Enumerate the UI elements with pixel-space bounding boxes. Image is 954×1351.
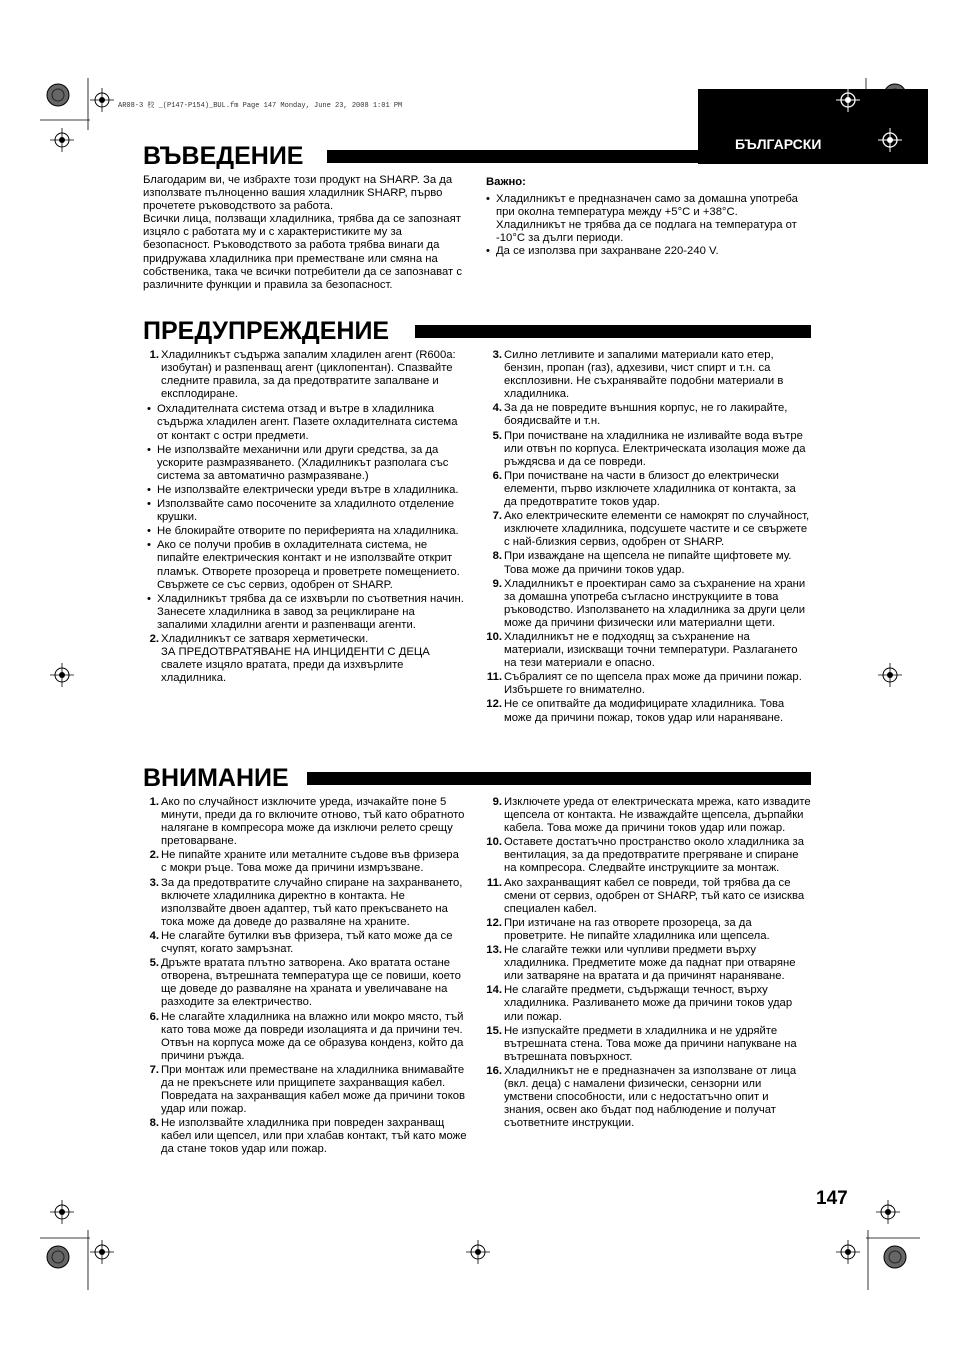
item-number: 4. (492, 402, 502, 415)
item-text: Не слагайте тежки или чупливи предмети върху хладилника. Предметите може да паднат при отваряне или затваряне на вратата и да причинят нараняване. (504, 944, 796, 983)
item-text: Хладилникът се затваря херметически. (161, 632, 369, 645)
caution-item (486, 796, 811, 835)
title-bar (415, 325, 811, 338)
caution-item (486, 1065, 811, 1130)
warning-item (486, 349, 811, 401)
item-number: 8. (492, 550, 502, 563)
warning-bullet: • Охладителната система отзад и вътре в хладилника съдържа хладилен агент. Пазете охладителната система от контакт с остри предмети. (143, 403, 467, 442)
item-number: 5. (492, 429, 502, 442)
item-text: Не се опитвайте да модифицирате хладилника. Това може да причини пожар, токов удар или нараняване. (504, 698, 785, 724)
caution-item (143, 957, 467, 1009)
caution-item (486, 877, 811, 916)
important-item: • Да се използва при захранване 220-240 V. (486, 245, 808, 258)
item-number: 11. (486, 671, 502, 684)
item-text: Не изпускайте предмети в хладилника и не удряйте вътрешната стена. Това може да причини напукване на вътрешната повърхност. (504, 1024, 797, 1063)
warning-item (486, 402, 811, 428)
item-text: Хладилникът е проектиран само за съхранение на храни за домашна употреба съгласно инструкциите в това ръководство. Използването на хладилника за други цели може да причини физически или материални щети. (504, 577, 806, 629)
intro-title: ВЪВЕДЕНИЕ (143, 142, 304, 170)
warning-bullet: • Използвайте само посочените за хладилното отделение крушки. (143, 498, 467, 524)
item-text: При почистване на части в близост до електрически елементи, първо изключете хладилника от контакта, за да предотвратите токов удар. (504, 469, 796, 509)
item-text: Събралият се по щепсела прах може да причини пожар. Избършете го внимателно. (504, 671, 802, 697)
caution-left-column (143, 796, 467, 1158)
caution-item (143, 877, 467, 929)
warning-bullet: • Хладилникът трябва да се изхвърли по съответния начин. Занесете хладилника в завод за рециклиране на запалими хладилни агенти и разпенващи агенти. (143, 593, 467, 632)
item-number: 12. (486, 916, 502, 929)
language-label: БЪЛГАРСКИ (735, 136, 822, 152)
item-text: Не слагайте предмети, съдържащи течност, върху хладилника. Разливането може да причини токов удар или пожар. (504, 984, 793, 1023)
item-text: При почистване на хладилника не изливайте вода вътре или отвън по корпуса. Електрическата изолация може да ръждясва и да се повреди. (504, 429, 806, 468)
item-text: Силно летливите и запалими материали като етер, бензин, пропан (газ), адхезиви, чист спирт и т.н. са експлозивни. Не съхранявайте подобни материали в хладилника. (504, 349, 784, 401)
item-text: Хладилникът не е подходящ за съхранение на материали, изискващи точни температури. Разлагането на тези материали е опасно. (504, 630, 798, 670)
intro-text (143, 174, 465, 292)
item-number: 16. (486, 1064, 502, 1077)
caution-right-column (486, 796, 811, 1131)
item-number: 14. (486, 984, 502, 997)
item-number: 7. (149, 1063, 159, 1076)
warning-item (486, 470, 811, 509)
item-text: Ако по случайност изключите уреда, изчакайте поне 5 минути, преди да го включите отново, тъй като обратното налягане в компресора може да изключи релето срещу претоварване. (161, 796, 465, 848)
warning-item (143, 349, 467, 401)
crosshair-icon (836, 88, 860, 112)
page-number: 147 (816, 1188, 848, 1209)
warning-item (486, 631, 811, 670)
item-text: Дръжте вратата плътно затворена. Ако вратата остане отворена, вътрешната температура ще се повиши, което ще доведе до разваляне на храната и увеличаване на разходите за електричество. (161, 957, 461, 1009)
item-number: 9. (492, 577, 502, 590)
important-label: Важно: (486, 176, 526, 188)
crosshair-icon (878, 128, 902, 152)
warning-item (486, 510, 811, 549)
title-bar (327, 150, 698, 163)
item-text: За да не повредите външния корпус, не го лакирайте, боядисвайте и т.н. (504, 402, 788, 428)
item-text: При монтаж или преместване на хладилника внимавайте да не прекъснете или прищипете захранващия кабел. Повредата на захранващия кабел може да причини токов удар или пожар. (161, 1063, 466, 1116)
item-extra-text: ЗА ПРЕДОТВРАТЯВАНЕ НА ИНЦИДЕНТИ С ДЕЦА свалете изцяло вратата, преди да изхвърлите хладилника. (161, 646, 430, 685)
warning-left-column (143, 349, 467, 686)
item-number: 5. (149, 957, 159, 970)
item-number: 12. (486, 698, 502, 711)
item-text: При изваждане на щепсела не пипайте щифтовете му. Това може да причини токов удар. (504, 550, 792, 576)
item-text: Изключете уреда от електрическата мрежа, като извадите щепсела от контакта. Не изваждайте щепсела, дърпайки кабела. Това може да причини токов удар или пожар. (504, 796, 811, 835)
important-item: • Хладилникът е предназначен само за домашна употреба при околна температура между +5°C и +38°C. Хладилникът не трябва да се подлага на температура от -10°C за дълги периоди. (486, 193, 808, 245)
caution-item (486, 1025, 811, 1064)
item-number: 6. (149, 1010, 159, 1023)
item-number: 4. (149, 929, 159, 942)
item-number: 7. (492, 510, 502, 523)
item-text: Не слагайте бутилки във фризера, тъй като може да се счупят, когато замръзнат. (161, 929, 453, 956)
item-number: 3. (492, 349, 502, 361)
caution-item (143, 1011, 467, 1063)
caution-item (143, 930, 467, 956)
intro-paragraph: Благодарим ви, че избрахте този продукт на SHARP. За да използвате пълноценно вашия хладилник SHARP, първо прочетете ръководството за работа. (143, 174, 453, 213)
warning-item (486, 430, 811, 469)
intro-paragraph: Всички лица, ползващи хладилника, трябва да се запознаят изцяло с работата му и с характеристиките му за безопасност. Ръководството за работа трябва винаги да придружава хладилника при преместване или смяна на собственика, така че всички потребители да се запознават с различните функции и правила за безопасност. (143, 213, 462, 291)
item-text: Хладилникът не е предназначен за използване от лица (вкл. деца) с намалени физически, сензорни или умствени способности, или с недостатъчно опит и знания, освен ако бъдат под наблюдение и получат съответните инструкции. (504, 1064, 797, 1130)
warning-bullet: • Не блокирайте отворите по периферията на хладилника. (143, 525, 467, 538)
warning-item (486, 578, 811, 630)
item-number: 13. (486, 944, 502, 957)
item-number: 8. (149, 1117, 159, 1130)
item-text: Не пипайте храните или металните съдове във фризера с мокри ръце. Това може да причини измръзване. (161, 849, 459, 875)
item-text: При изтичане на газ отворете прозореца, за да проветрите. Не пипайте хладилника или щепсела. (504, 916, 770, 942)
item-number: 1. (149, 796, 159, 808)
warning-title: ПРЕДУПРЕЖДЕНИЕ (143, 317, 390, 345)
caution-item (486, 836, 811, 875)
caution-item (486, 984, 811, 1023)
warning-right-column (486, 349, 811, 726)
caution-item (486, 917, 811, 943)
item-number: 6. (492, 469, 502, 482)
important-box (486, 176, 808, 258)
file-header: AR08-3 校 _(P147-P154)_BUL.fm Page 147 Monday, June 23, 2008 1:01 PM (118, 102, 403, 110)
item-number: 15. (486, 1024, 502, 1037)
item-number: 3. (149, 876, 159, 889)
warning-bullet: • Не използвайте механични или други средства, за да ускорите размразяването. (Хладилникът разполага със система за автоматично размразяване.) (143, 444, 467, 483)
item-text: Ако захранващият кабел се повреди, той трябва да се смени от сервиз, одобрен от SHARP, тъй като се изисква специален кабел. (504, 876, 805, 915)
item-text: Не използвайте хладилника при повреден захранващ кабел или щепсел, или при хлабав контакт, тъй като може да стане токов удар или пожар. (161, 1117, 467, 1156)
caution-item (143, 1064, 467, 1116)
warning-bullet: • Не използвайте електрически уреди вътре в хладилника. (143, 484, 467, 497)
caution-item (143, 796, 467, 848)
item-number: 10. (486, 630, 502, 643)
warning-item (486, 698, 811, 724)
item-text: Хладилникът съдържа запалим хладилен агент (R600a: изобутан) и разпенващ агент (циклопентан). Спазвайте следните правила, за да предотвратите запалване и експлодиране. (161, 349, 456, 401)
item-text: Ако електрическите елементи се намокрят по случайност, изключете хладилника, подсушете частите и се свържете с най-близкия сервиз, одобрен от SHARP. (504, 510, 810, 549)
item-number: 2. (149, 849, 159, 862)
item-number: 9. (492, 796, 502, 808)
language-tab (698, 89, 928, 164)
caution-item (143, 849, 467, 875)
caution-item (143, 1117, 467, 1156)
item-number: 1. (149, 349, 159, 361)
item-number: 2. (149, 632, 159, 645)
warning-item (486, 671, 811, 697)
item-number: 10. (486, 836, 502, 849)
item-text: За да предотвратите случайно спиране на захранването, включете хладилника директно в контакта. Не използвайте двоен адаптер, тъй като прекъсването на тока може да доведе до разваляне на храните. (161, 876, 463, 928)
item-text: Оставете достатъчно пространство около хладилника за вентилация, за да предотвратите прегряване и спиране на компресора. Следвайте инструкциите за монтаж. (504, 836, 804, 875)
caution-item (486, 944, 811, 983)
warning-item (486, 550, 811, 576)
item-text: Не слагайте хладилника на влажно или мокро място, тъй като това може да повреди изолацията и да причини теч. Отвън на корпуса може да се образува конденз, който да причини ръжда. (161, 1010, 464, 1062)
title-bar (307, 772, 811, 785)
warning-bullet: • Ако се получи пробив в охладителната система, не пипайте електрическия контакт и не използвайте открит пламък. Отворете прозореца и проветрете помещението. Свържете се със сервиз, одобрен от SHARP. (143, 539, 467, 591)
warning-item (143, 633, 467, 685)
caution-title: ВНИМАНИЕ (143, 764, 289, 792)
item-number: 11. (486, 876, 502, 889)
